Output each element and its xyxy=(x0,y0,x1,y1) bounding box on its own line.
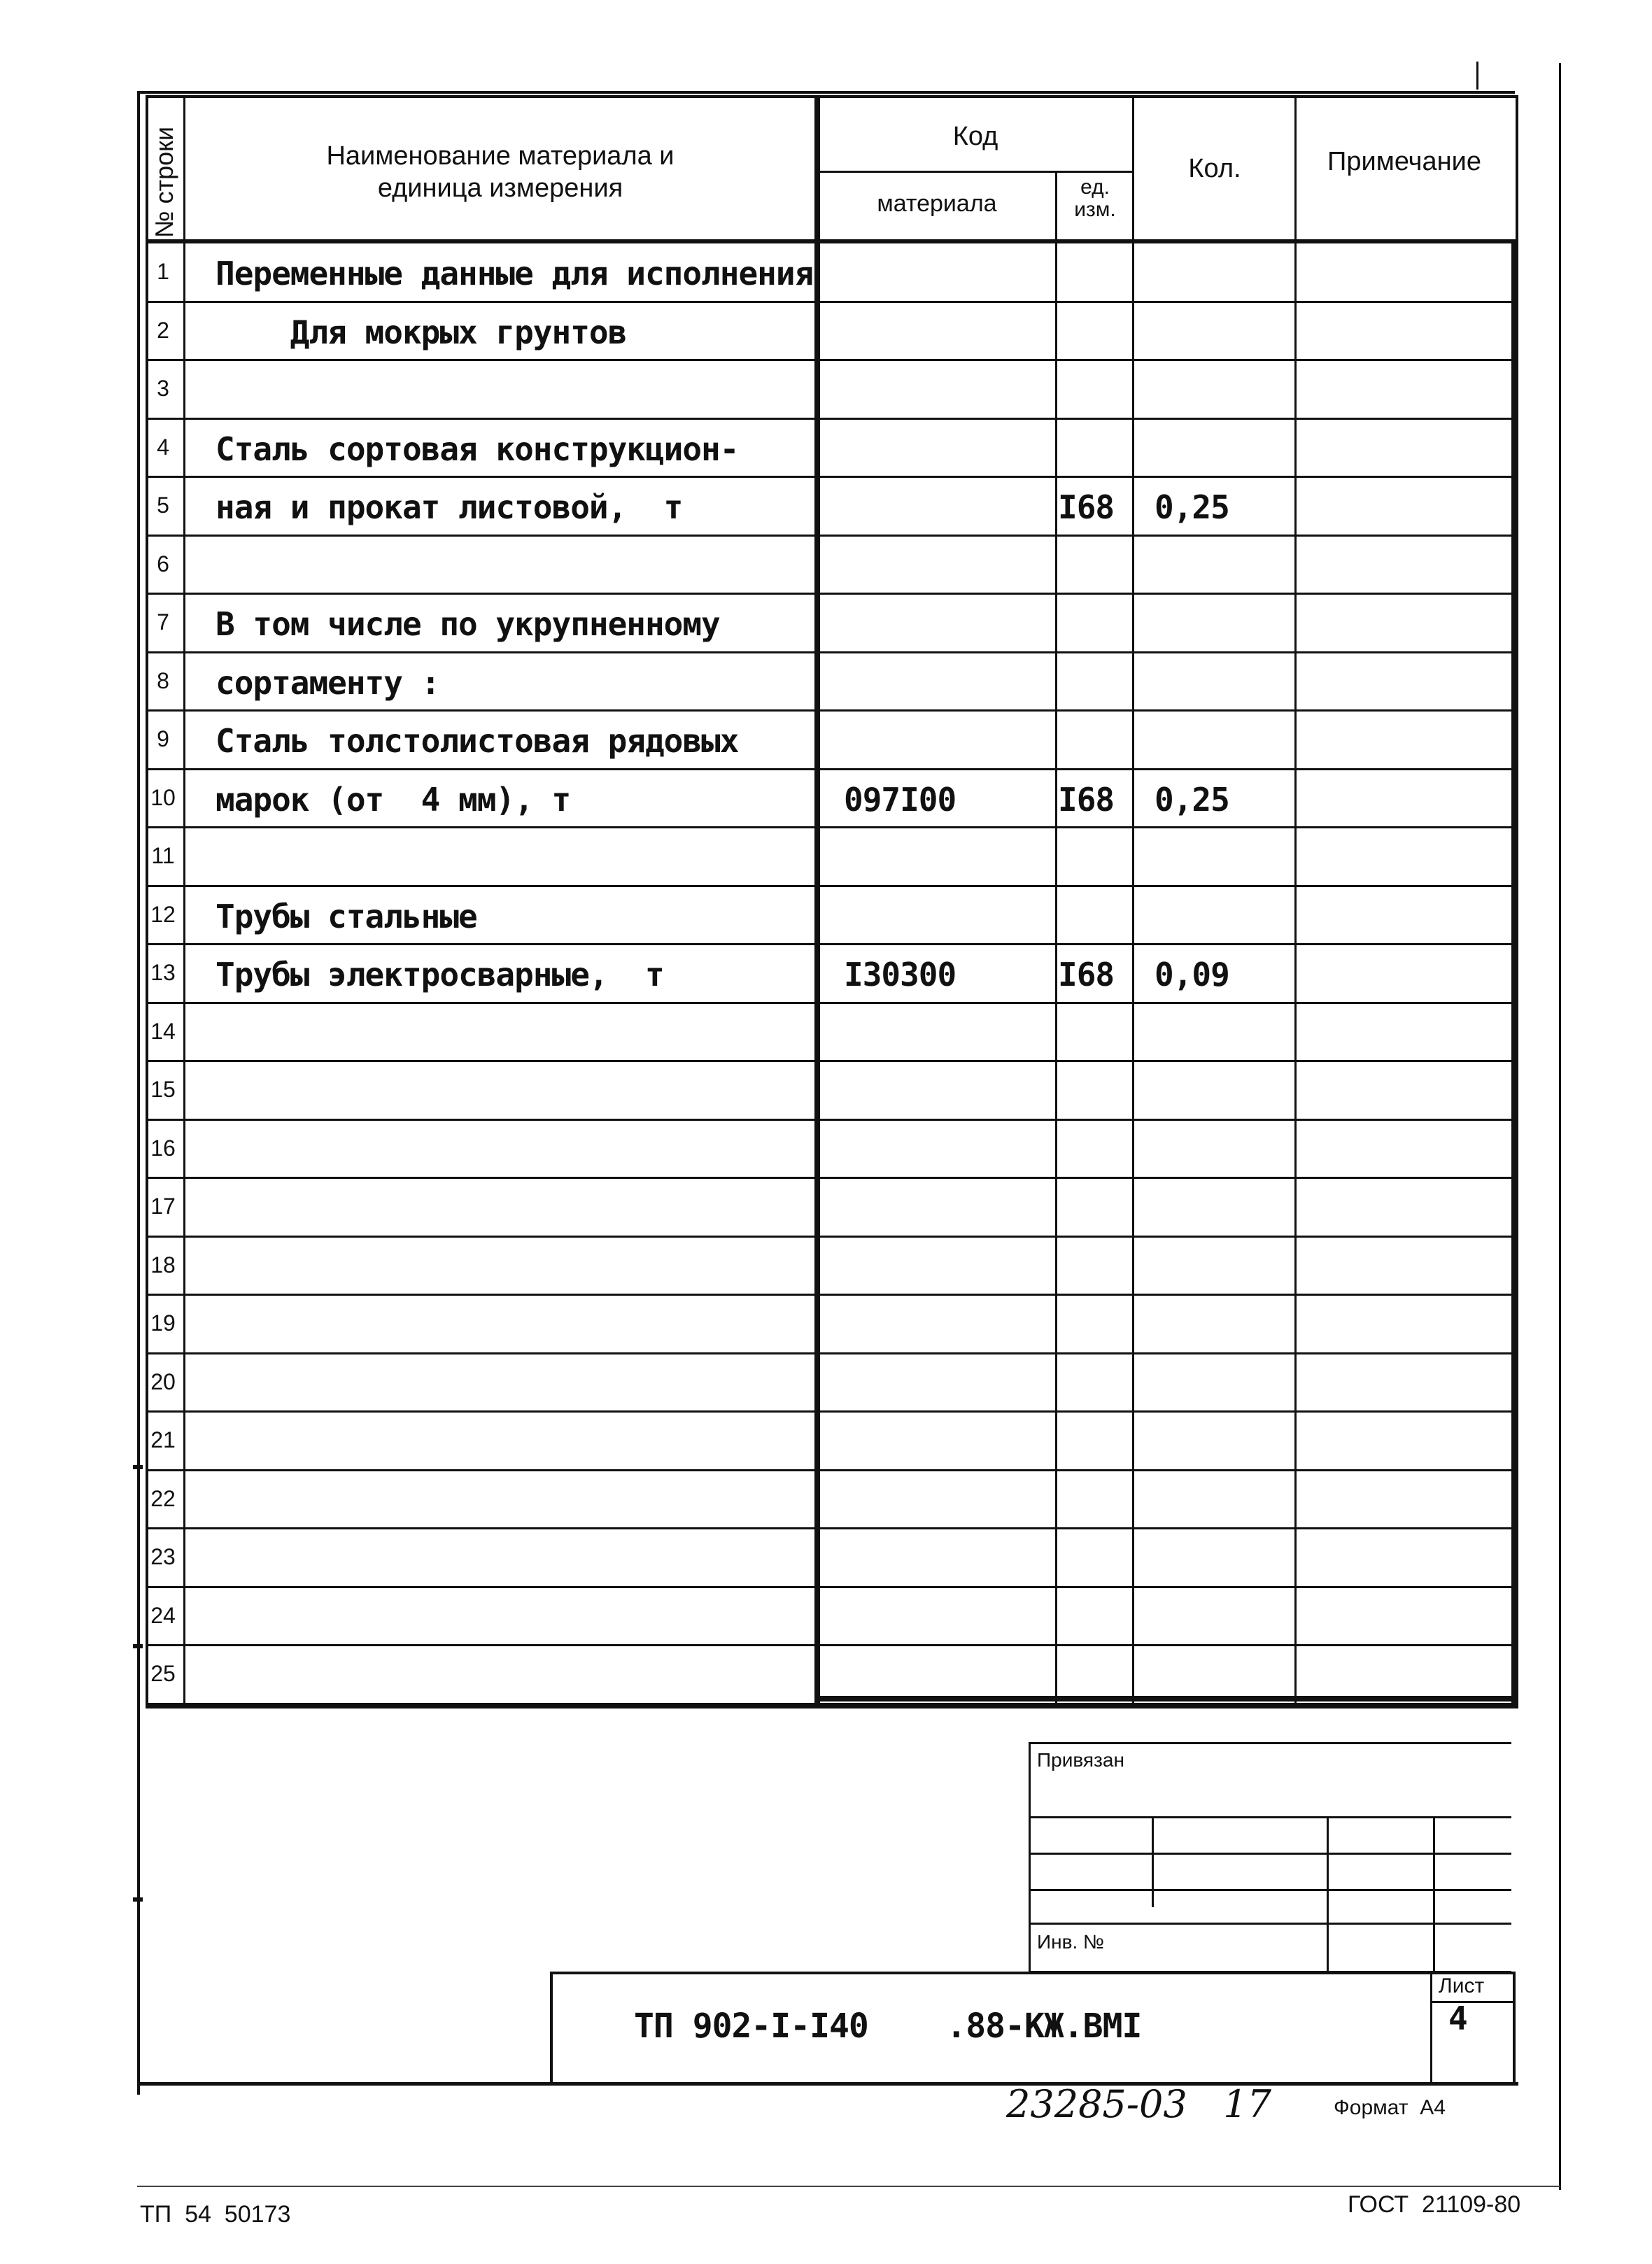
row-unit: I68 xyxy=(1058,780,1115,819)
top-right-mark xyxy=(1476,62,1478,90)
stamp-sheet-line xyxy=(1430,2001,1516,2003)
row-number: 24 xyxy=(150,1602,176,1628)
row-separator xyxy=(146,1644,1516,1646)
row-name: марок (от 4 мм), т xyxy=(216,780,571,819)
row-number: 3 xyxy=(157,376,169,401)
row-unit: I68 xyxy=(1058,488,1115,526)
stamp-line-bottom-table xyxy=(146,1704,1518,1706)
row-separator xyxy=(146,1527,1516,1529)
col-line-right-thick xyxy=(1511,239,1517,1708)
stamp-privyazan-label: Привязан xyxy=(1037,1749,1124,1771)
row-separator xyxy=(146,593,1516,595)
footer-right-code: ГОСТ 21109-80 xyxy=(1348,2191,1521,2218)
row-name: В том числе по укрупненному xyxy=(216,605,720,643)
margin-tick-2 xyxy=(133,1644,143,1648)
row-unit: I68 xyxy=(1058,956,1115,993)
row-number: 5 xyxy=(157,493,169,518)
row-number: 2 xyxy=(157,317,169,343)
stamp-line-2 xyxy=(1029,1853,1511,1855)
row-name: Трубы стальные xyxy=(216,897,477,935)
row-number: 13 xyxy=(150,960,176,985)
header-code-unit: ед. изм. xyxy=(1074,176,1116,221)
header-note: Примечание xyxy=(1327,147,1481,176)
row-name: Переменные данные для исполнения xyxy=(216,255,814,292)
row-separator xyxy=(146,885,1516,887)
row-separator xyxy=(146,943,1516,945)
footer-left-code: ТП 54 50173 xyxy=(140,2201,291,2228)
row-separator xyxy=(146,418,1516,420)
col-line-rownum xyxy=(183,95,185,1708)
row-name: Сталь сортовая конструкцион- xyxy=(216,430,739,468)
row-separator xyxy=(146,1236,1516,1238)
row-number: 4 xyxy=(157,434,169,460)
stamp-line-1 xyxy=(1029,1816,1511,1818)
row-number: 9 xyxy=(157,726,169,751)
table-bottom-thick xyxy=(814,1696,1517,1701)
row-separator xyxy=(146,1060,1516,1062)
header-code-material: материала xyxy=(877,190,997,217)
header-bottom-line xyxy=(146,239,1518,243)
row-separator xyxy=(146,301,1516,303)
row-code: 097I00 xyxy=(844,780,956,819)
row-number: 20 xyxy=(150,1368,176,1394)
row-separator xyxy=(146,826,1516,828)
row-separator xyxy=(146,1410,1516,1413)
row-number: 14 xyxy=(150,1018,176,1044)
row-separator xyxy=(146,1177,1516,1179)
code-subheader-line xyxy=(814,171,1134,173)
row-name: Для мокрых грунтов xyxy=(216,313,627,351)
row-number: 18 xyxy=(150,1252,176,1278)
row-separator xyxy=(146,359,1516,361)
col-line-material xyxy=(1055,171,1057,1708)
col-line-qty xyxy=(1294,95,1297,1708)
stamp-sheet-divider xyxy=(1430,1972,1432,2083)
header-rownum: № строки xyxy=(150,126,178,238)
footer-format: Формат А4 xyxy=(1334,2096,1446,2119)
row-number: 10 xyxy=(150,784,176,810)
row-name: ная и прокат листовой, т xyxy=(216,488,683,526)
row-number: 22 xyxy=(150,1485,176,1511)
row-separator xyxy=(146,1002,1516,1004)
row-separator xyxy=(146,651,1516,653)
row-qty: 0,25 xyxy=(1155,488,1229,526)
row-separator xyxy=(146,1469,1516,1471)
row-qty: 0,09 xyxy=(1155,956,1229,993)
footer-handwritten-number: 23285-03 17 xyxy=(1006,2082,1271,2126)
stamp-vline-1 xyxy=(1152,1816,1154,1907)
row-number: 12 xyxy=(150,901,176,927)
row-number: 1 xyxy=(157,259,169,284)
row-number: 17 xyxy=(150,1194,176,1219)
col-line-unit xyxy=(1132,95,1134,1708)
row-number: 15 xyxy=(150,1077,176,1102)
row-name: сортаменту : xyxy=(216,663,440,702)
row-code: I30300 xyxy=(844,956,956,993)
row-separator xyxy=(146,768,1516,770)
row-number: 16 xyxy=(150,1135,176,1161)
row-number: 19 xyxy=(150,1310,176,1336)
footer-bottom-rule xyxy=(137,2186,1560,2187)
stamp-vline-2 xyxy=(1327,1816,1329,1974)
row-separator xyxy=(146,535,1516,537)
row-name: Трубы электросварные, т xyxy=(216,956,664,993)
row-separator xyxy=(146,1119,1516,1121)
row-separator xyxy=(146,476,1516,478)
stamp-sheet-label: Лист xyxy=(1439,1974,1485,1997)
stamp-bottom-line xyxy=(137,2082,1518,2086)
row-separator xyxy=(146,709,1516,712)
margin-tick-1 xyxy=(133,1465,143,1469)
col-line-name xyxy=(814,95,820,1708)
row-number: 8 xyxy=(157,667,169,693)
row-separator xyxy=(146,1586,1516,1588)
stamp-vline-3 xyxy=(1433,1816,1435,1974)
row-number: 23 xyxy=(150,1544,176,1569)
stamp-inv-label: Инв. № xyxy=(1037,1931,1105,1953)
row-name: Сталь толстолистовая рядовых xyxy=(216,722,739,760)
row-number: 25 xyxy=(150,1661,176,1686)
row-number: 7 xyxy=(157,609,169,635)
margin-tick-3 xyxy=(133,1897,143,1902)
row-number: 21 xyxy=(150,1427,176,1452)
stamp-sheet-number: 4 xyxy=(1448,2000,1467,2037)
header-name: Наименование материала и единица измерения xyxy=(326,141,675,203)
stamp-line-3 xyxy=(1029,1889,1511,1891)
row-number: 11 xyxy=(151,843,175,868)
stamp-doc-code: ТП 902-I-I40 .88-КЖ.ВМI xyxy=(634,2007,1142,2046)
row-separator xyxy=(146,1294,1516,1296)
row-qty: 0,25 xyxy=(1155,780,1229,819)
stamp-line-4 xyxy=(1029,1923,1511,1925)
row-separator xyxy=(146,1352,1516,1354)
header-code: Код xyxy=(952,122,998,151)
header-qty: Кол. xyxy=(1188,154,1241,183)
row-number: 6 xyxy=(157,551,169,576)
page-right-edge xyxy=(1559,63,1561,2190)
